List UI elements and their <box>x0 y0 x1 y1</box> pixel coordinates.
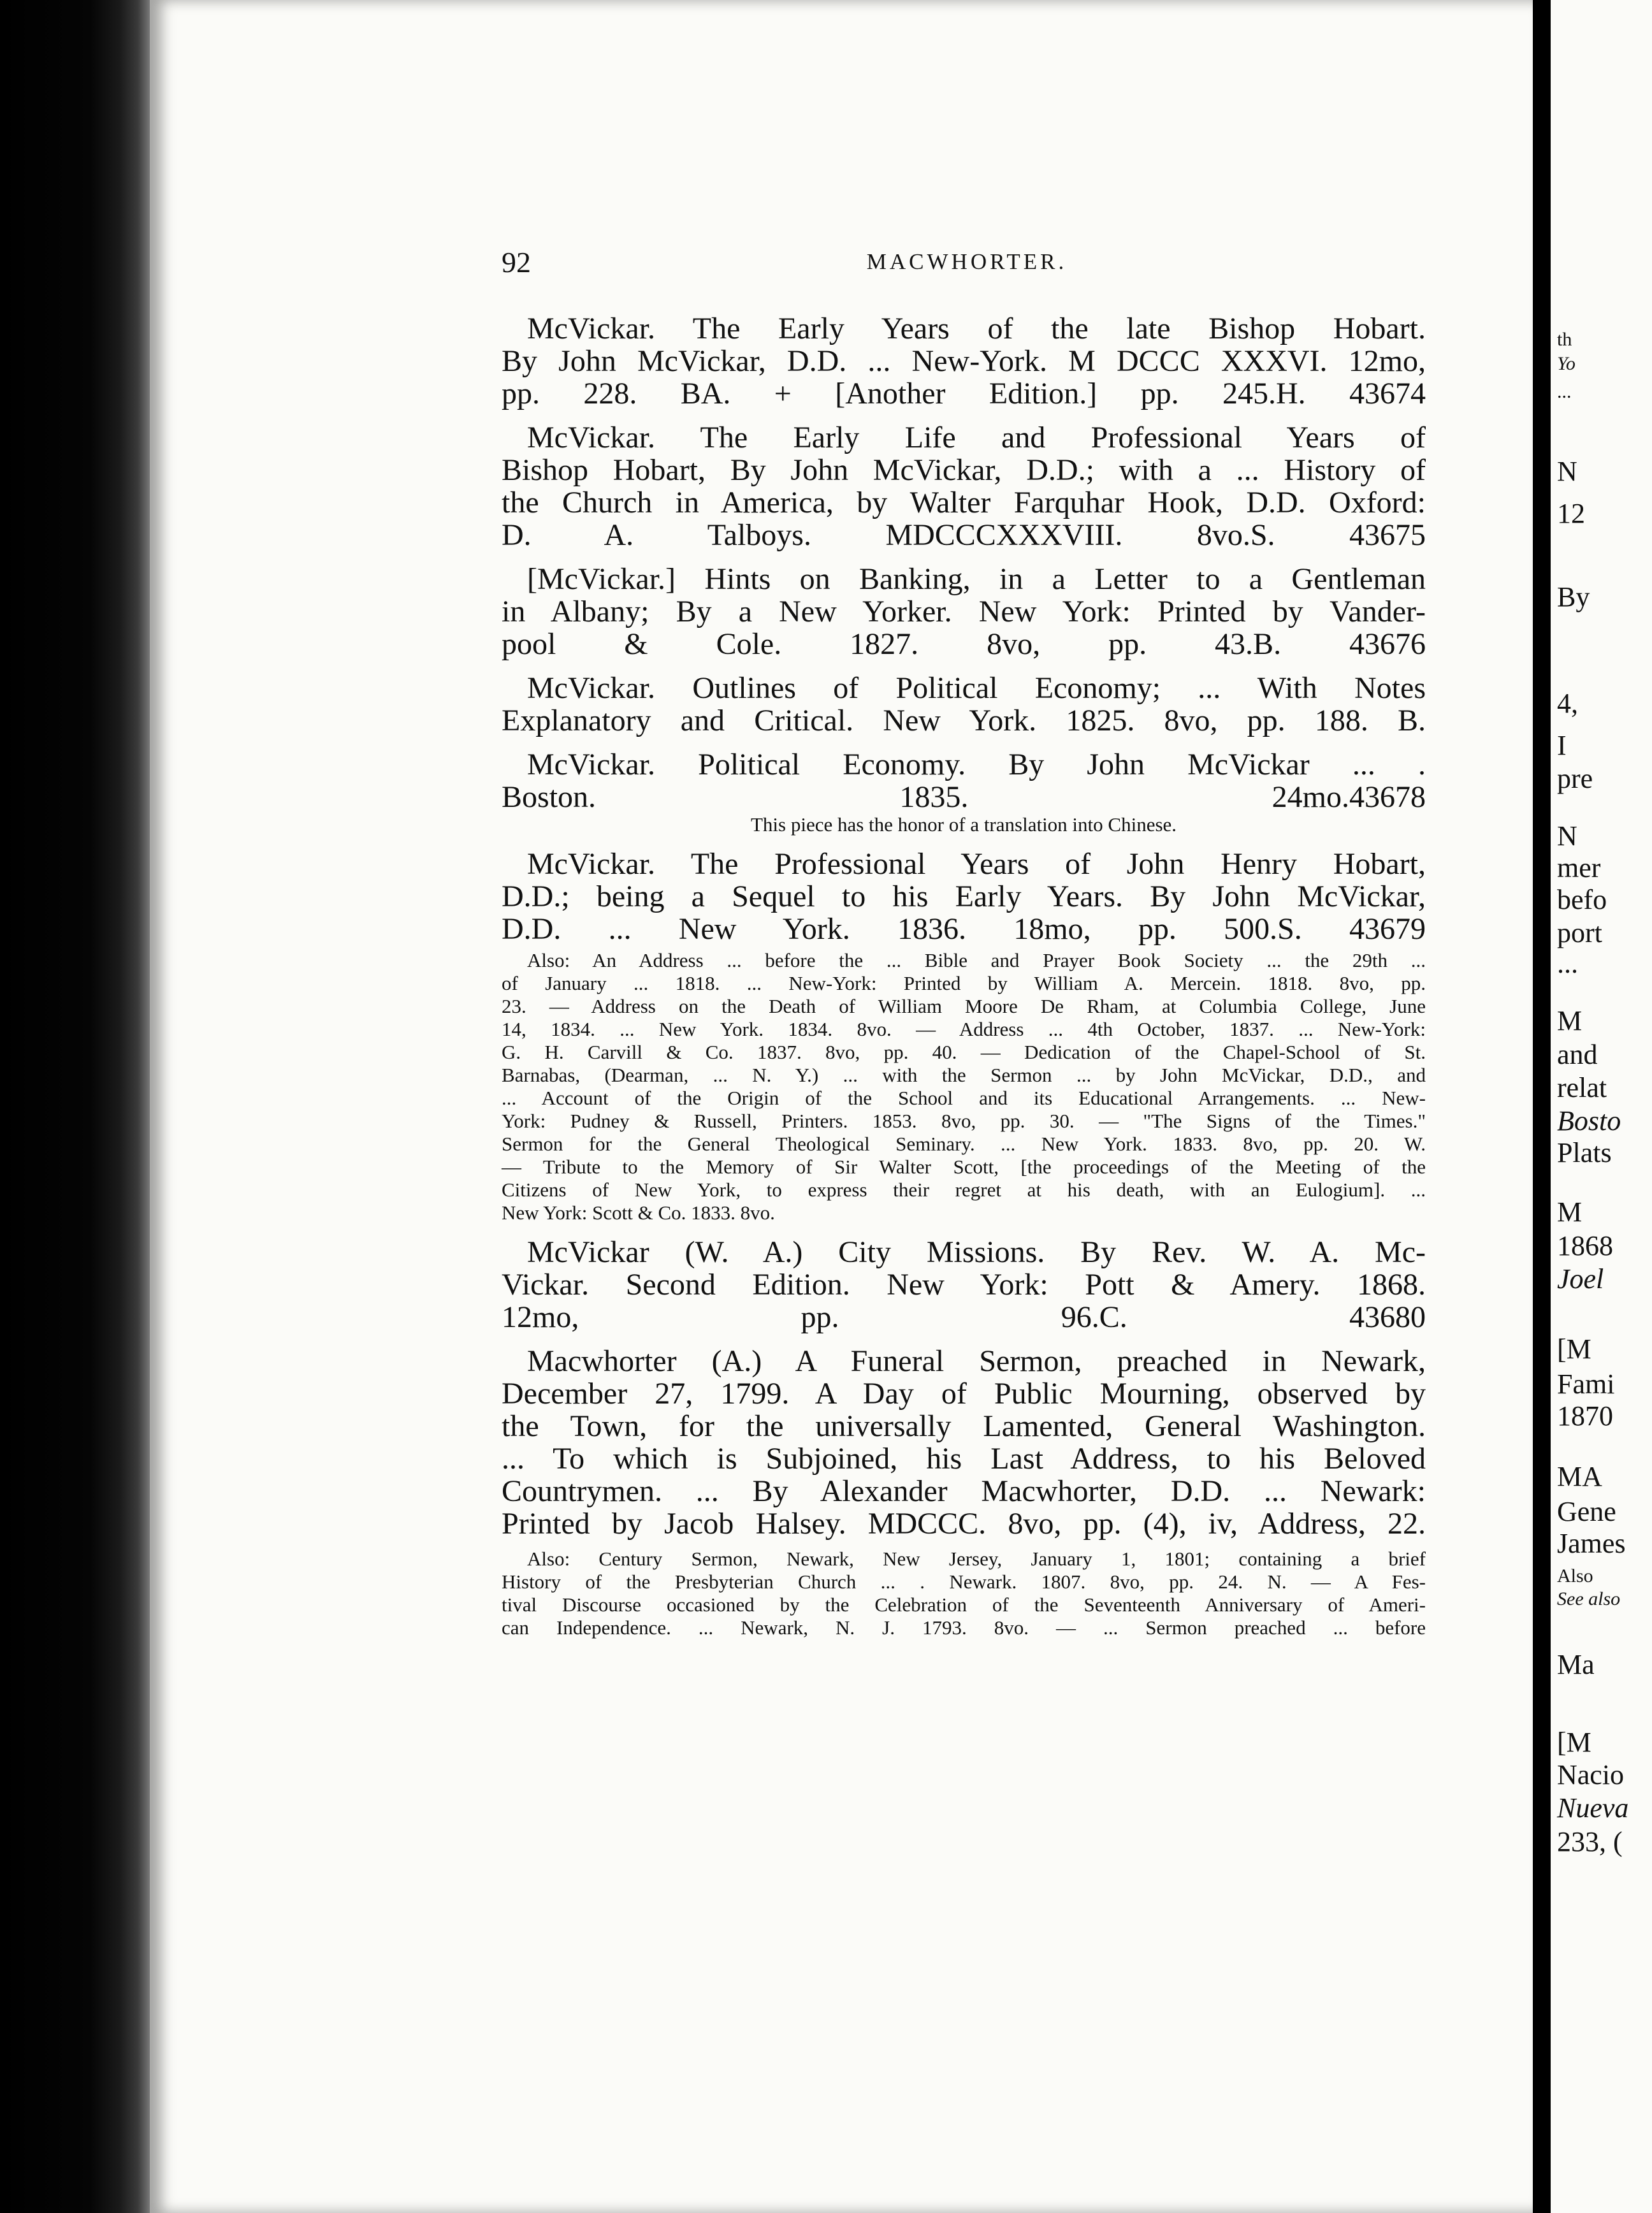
note-line: tival Discourse occasioned by the Celebration of the Seventeenth Anniversary of Ameri- <box>502 1593 1426 1616</box>
next-page-fragment: By <box>1557 581 1590 613</box>
note-line: of January ... 1818. ... New-York: Printed by William A. Mercein. 1818. 8vo, pp. <box>502 972 1426 994</box>
note-line: G. H. Carvill & Co. 1837. 8vo, pp. 40. — Dedication of the Chapel-School of St. <box>502 1041 1426 1063</box>
next-page-fragment: th <box>1557 329 1572 350</box>
entry-line: the Town, for the universally Lamented, General Washington. <box>502 1409 1426 1443</box>
note-line: 14, 1834. ... New York. 1834. 8vo. — Address ... 4th October, 1837. ... New-York: <box>502 1018 1426 1040</box>
next-page-fragment: 1870 <box>1557 1400 1613 1432</box>
entry-line: By John McVickar, D.D. ... New-York. M DCCC XXXVI. 12mo, <box>502 344 1426 378</box>
entry-line: McVickar. Outlines of Political Economy; ... With Notes <box>527 671 1426 705</box>
note-line: — Tribute to the Memory of Sir Walter Scott, [the proceedings of the Meeting of the <box>502 1156 1426 1178</box>
entry-line-text: pool & Cole. 1827. 8vo, pp. 43. <box>502 627 1254 661</box>
entry-line-text: D. A. Talboys. MDCCCXXXVIII. 8vo. <box>502 518 1250 552</box>
entry-line: December 27, 1799. A Day of Public Mourning, observed by <box>502 1377 1426 1411</box>
entry-line <box>502 519 1426 551</box>
next-page-fragment: I <box>1557 730 1567 761</box>
next-page-fragment: ... <box>1557 381 1572 402</box>
next-page-fragment: Also <box>1557 1565 1593 1586</box>
catalog-number: 43678 <box>1349 780 1426 814</box>
next-page-fragment: relat <box>1557 1072 1607 1103</box>
entry-line <box>502 377 1426 410</box>
book-binding-shadow <box>0 0 150 2213</box>
entry-line <box>502 781 1426 813</box>
next-page-fragment: N <box>1557 456 1577 487</box>
next-page-fragment: Nueva <box>1557 1792 1629 1824</box>
next-page-fragment: N <box>1557 820 1577 852</box>
next-page-fragment: 233, ( <box>1557 1826 1623 1857</box>
next-page-fragment: [M <box>1557 1727 1591 1758</box>
translation-note: This piece has the honor of a translation into Chinese. <box>750 813 1177 836</box>
next-page-fragment: port <box>1557 917 1602 948</box>
entry-43677 <box>502 672 1426 737</box>
next-page-fragment: mer <box>1557 852 1601 883</box>
entry-line: Printed by Jacob Halsey. MDCCC. 8vo, pp. (4), iv, Address, 22. <box>502 1507 1426 1541</box>
next-page-fragment: 4, <box>1557 688 1578 719</box>
entry-line: the Church in America, by Walter Farquhar Hook, D.D. Oxford: <box>502 486 1426 519</box>
note-line: Sermon for the General Theological Seminary. ... New York. 1833. 8vo, pp. 20. W. <box>502 1133 1426 1155</box>
catalog-number: C. 43680 <box>1099 1300 1426 1334</box>
entry-line: Macwhorter (A.) A Funeral Sermon, preached in Newark, <box>527 1344 1426 1378</box>
entry-line: Countrymen. ... By Alexander Macwhorter, D.D. ... Newark: <box>502 1474 1426 1508</box>
next-page-fragment: Nacio <box>1557 1759 1625 1790</box>
next-page-fragment: 12 <box>1557 498 1585 529</box>
running-head <box>502 245 1432 284</box>
catalog-number: H. 43674 <box>1275 377 1426 410</box>
entry-43674 <box>502 312 1426 410</box>
note-line: York: Pudney & Russell, Printers. 1853. 8vo, pp. 30. — "The Signs of the Times." <box>502 1110 1426 1132</box>
note-line: Barnabas, (Dearman, ... N. Y.) ... with the Sermon ... by John McVickar, D.D., and <box>502 1064 1426 1086</box>
next-page-fragment: M <box>1557 1005 1583 1036</box>
page-gutter <box>1533 0 1551 2213</box>
entry-line: in Albany; By a New Yorker. New York: Printed by Vander- <box>502 595 1426 628</box>
next-page-fragment: James <box>1557 1528 1626 1559</box>
entry-line-text: D.D. ... New York. 1836. 18mo, pp. 500. <box>502 912 1278 946</box>
footnote-also-hobart <box>502 949 1426 1224</box>
entry-line: Bishop Hobart, By John McVickar, D.D.; with a ... History of <box>502 453 1426 487</box>
running-title: MACWHORTER. <box>866 249 1068 274</box>
catalog-number: S. 43675 <box>1250 518 1426 552</box>
note-line: ... Account of the Origin of the School and its Educational Arrangements. ... New- <box>502 1087 1426 1109</box>
next-page-fragment: 1868 <box>1557 1230 1613 1261</box>
entry-line-text: pp. 228. BA. + [Another Edition.] pp. 245. <box>502 377 1276 410</box>
note-line: can Independence. ... Newark, N. J. 1793. 8vo. — ... Sermon preached ... before <box>502 1616 1426 1639</box>
entry-macwhorter <box>502 1345 1426 1540</box>
entry-line <box>502 913 1426 945</box>
next-page-fragment: MA <box>1557 1461 1602 1492</box>
catalog-number: S. 43679 <box>1277 912 1426 946</box>
entry-line: Explanatory and Critical. New York. 1825. 8vo, pp. 188. B. <box>502 704 1426 737</box>
next-page-fragment: Joel <box>1557 1263 1604 1295</box>
next-page-fragment: pre <box>1557 763 1593 794</box>
catalog-number: B. 43676 <box>1253 627 1426 661</box>
entry-43678 <box>502 748 1426 813</box>
entry-line: D.D.; being a Sequel to his Early Years. By John McVickar, <box>502 880 1426 913</box>
note-line: Also: An Address ... before the ... Bible and Prayer Book Society ... the 29th ... <box>527 949 1426 971</box>
next-page-fragment: and <box>1557 1039 1598 1070</box>
entry-43680 <box>502 1236 1426 1333</box>
note-line: History of the Presbyterian Church ... . Newark. 1807. 8vo, pp. 24. N. — A Fes- <box>502 1571 1426 1593</box>
entry-line <box>502 628 1426 660</box>
next-page-fragment: befo <box>1557 884 1607 915</box>
note-line: 23. — Address on the Death of William Moore De Rham, at Columbia College, June <box>502 995 1426 1017</box>
note-line: Also: Century Sermon, Newark, New Jersey, January 1, 1801; containing a brief <box>527 1548 1426 1570</box>
next-page-fragment: ... <box>1557 948 1578 979</box>
note-line: New York: Scott & Co. 1833. 8vo. <box>502 1201 775 1224</box>
note-line: Citizens of New York, to express their regret at his death, with an Eulogium]. ... <box>502 1179 1426 1201</box>
next-page-edge <box>1551 0 1652 2213</box>
next-page-fragment: Ma <box>1557 1649 1595 1680</box>
entry-line: ... To which is Subjoined, his Last Address, to his Beloved <box>502 1442 1426 1476</box>
next-page-fragment: Yo <box>1557 353 1576 374</box>
entry-line: Vickar. Second Edition. New York: Pott & Amery. 1868. <box>502 1268 1426 1302</box>
entry-line <box>502 1301 1426 1333</box>
next-page-fragment: See also <box>1557 1588 1621 1609</box>
entry-line: [McVickar.] Hints on Banking, in a Letter to a Gentleman <box>527 562 1426 596</box>
entry-43675 <box>502 421 1426 551</box>
footnote-also-macwhorter <box>502 1548 1426 1639</box>
bibliography-entries <box>502 312 1426 1651</box>
next-page-fragment: Fami <box>1557 1368 1615 1400</box>
next-page-fragment: Plats <box>1557 1137 1612 1168</box>
entry-line: McVickar. Political Economy. By John McVickar ... . <box>527 748 1426 781</box>
entry-line-text: 12mo, pp. 96. <box>502 1300 1099 1334</box>
entry-line: McVickar. The Early Years of the late Bishop Hobart. <box>527 312 1426 345</box>
entry-line-text: Boston. 1835. 24mo. <box>502 780 1349 814</box>
entry-line: McVickar. The Professional Years of John Henry Hobart, <box>527 847 1426 881</box>
entry-43679 <box>502 848 1426 945</box>
next-page-fragment: [M <box>1557 1333 1591 1365</box>
next-page-fragment: Gene <box>1557 1496 1616 1527</box>
page-number: 92 <box>502 246 531 279</box>
entry-line: McVickar (W. A.) City Missions. By Rev. W. A. Mc- <box>527 1235 1426 1269</box>
entry-43676 <box>502 563 1426 660</box>
next-page-fragment: M <box>1557 1196 1583 1228</box>
entry-line: McVickar. The Early Life and Professional Years of <box>527 421 1426 454</box>
next-page-fragment: Bosto <box>1557 1105 1621 1136</box>
